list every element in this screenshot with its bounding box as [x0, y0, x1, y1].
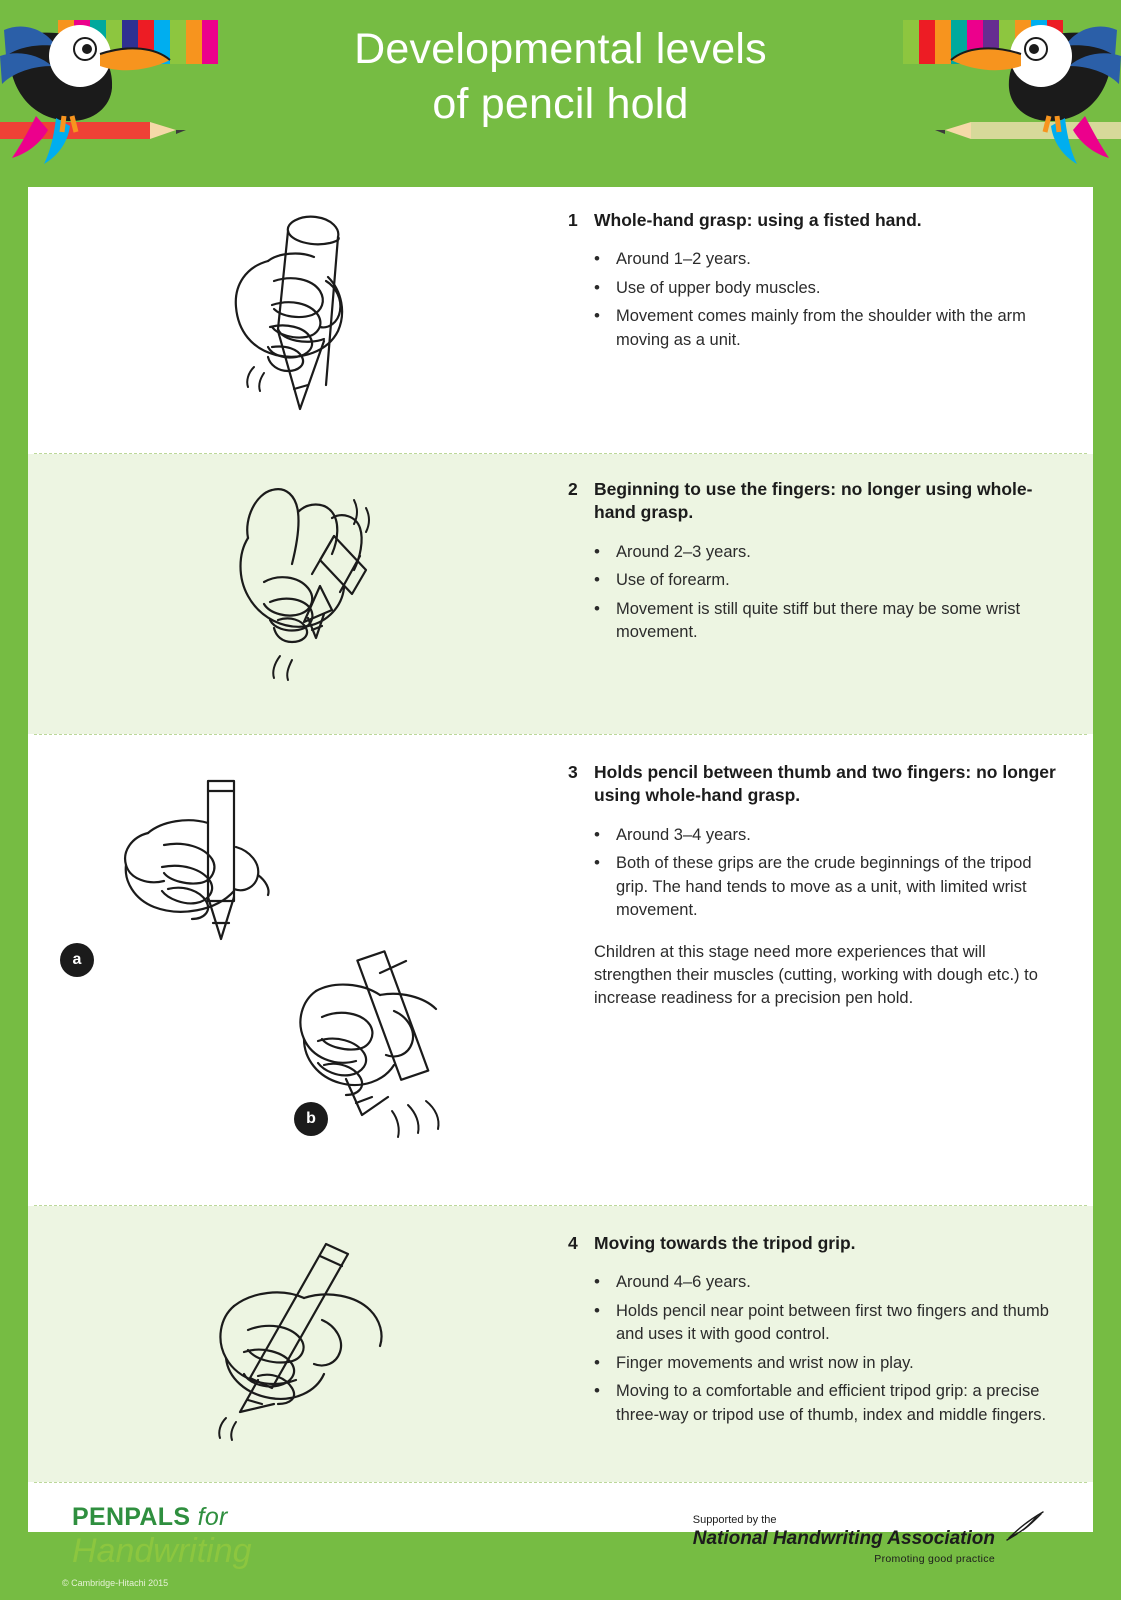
content-sheet — [28, 187, 1093, 1570]
step-3-copy — [568, 761, 1093, 1011]
step-3-number: 3 — [568, 762, 578, 782]
step-4-bullets — [568, 1271, 1057, 1427]
step-2-copy — [568, 478, 1093, 650]
step-3-illustration-a — [108, 771, 408, 971]
step-4-copy — [568, 1232, 1093, 1432]
poster-header — [0, 0, 1121, 175]
list-item: • Around 1–2 years. — [594, 248, 1057, 271]
list-item: • Movement comes mainly from the shoulder with the arm moving as a unit. — [594, 305, 1057, 352]
step-section-2 — [28, 454, 1093, 734]
step-4-illustration — [28, 1232, 568, 1452]
step-4-heading-text: Moving towards the tripod grip. — [594, 1233, 856, 1253]
nha-logo — [693, 1508, 1049, 1565]
step-1-heading — [568, 209, 1057, 232]
step-1-copy — [568, 209, 1093, 357]
step-3-bullets — [568, 824, 1057, 923]
brand-for: for — [197, 1503, 228, 1531]
list-item: • Around 3–4 years. — [594, 824, 1057, 847]
association-name: National Handwriting Association — [692, 1528, 995, 1549]
step-2-illustration — [28, 478, 568, 708]
penpals-logo — [72, 1505, 252, 1568]
page-title-line-2: of pencil hold — [432, 80, 689, 129]
brand-subtitle: Handwriting — [72, 1532, 252, 1570]
step-2-bullets — [568, 541, 1057, 645]
step-1-illustration — [28, 209, 568, 429]
list-item: • Use of upper body muscles. — [594, 277, 1057, 300]
list-item: • Finger movements and wrist now in play. — [594, 1352, 1057, 1375]
step-3-heading — [568, 761, 1057, 808]
step-1-heading-text: Whole-hand grasp: using a fisted hand. — [594, 210, 922, 230]
step-2-heading-text: Beginning to use the fingers: no longer using whole-hand grasp. — [594, 479, 1033, 523]
step-3-marker-b: b — [294, 1102, 328, 1136]
step-4-heading — [568, 1232, 1057, 1255]
step-3-illustrations — [28, 761, 568, 1181]
step-section-3 — [28, 735, 1093, 1205]
step-1-bullets — [568, 248, 1057, 352]
step-2-number: 2 — [568, 479, 578, 499]
step-section-4 — [28, 1206, 1093, 1482]
list-item: • Moving to a comfortable and efficient tripod grip: a precise three-way or tripod use of thumb, index and middle fingers. — [594, 1380, 1057, 1427]
supported-by-label: Supported by the — [692, 1514, 777, 1526]
list-item: • Holds pencil near point between first two fingers and thumb and uses it with good control. — [594, 1300, 1057, 1347]
association-tagline: Promoting good practice — [874, 1553, 995, 1565]
brand-name: PENPALS — [72, 1503, 191, 1531]
copyright-notice: © Cambridge-Hitachi 2015 — [62, 1578, 169, 1588]
list-item: • Around 4–6 years. — [594, 1271, 1057, 1294]
step-2-heading — [568, 478, 1057, 525]
step-3-note: Children at this stage need more experiences that will strengthen their muscles (cutting, working with dough etc.) to increase readiness for a precision pen hold. — [594, 942, 1038, 1008]
list-item: • Both of these grips are the crude beginnings of the tripod grip. The hand tends to move as a unit, with limited wrist movement. — [594, 852, 1057, 922]
quill-pen-icon — [1003, 1508, 1049, 1547]
step-4-number: 4 — [568, 1233, 578, 1253]
page-title — [0, 22, 1121, 132]
list-item: • Use of forearm. — [594, 569, 1057, 592]
step-3-marker-a: a — [60, 943, 94, 977]
poster-footer — [28, 1483, 1093, 1568]
list-item: • Movement is still quite stiff but there may be some wrist movement. — [594, 598, 1057, 645]
step-section-1 — [28, 187, 1093, 453]
page-title-line-1: Developmental levels — [354, 25, 767, 73]
step-1-number: 1 — [568, 210, 578, 230]
step-3-heading-text: Holds pencil between thumb and two fingers: no longer using whole-hand grasp. — [594, 762, 1056, 806]
list-item: • Around 2–3 years. — [594, 541, 1057, 564]
step-3-illustration-b — [258, 947, 578, 1177]
